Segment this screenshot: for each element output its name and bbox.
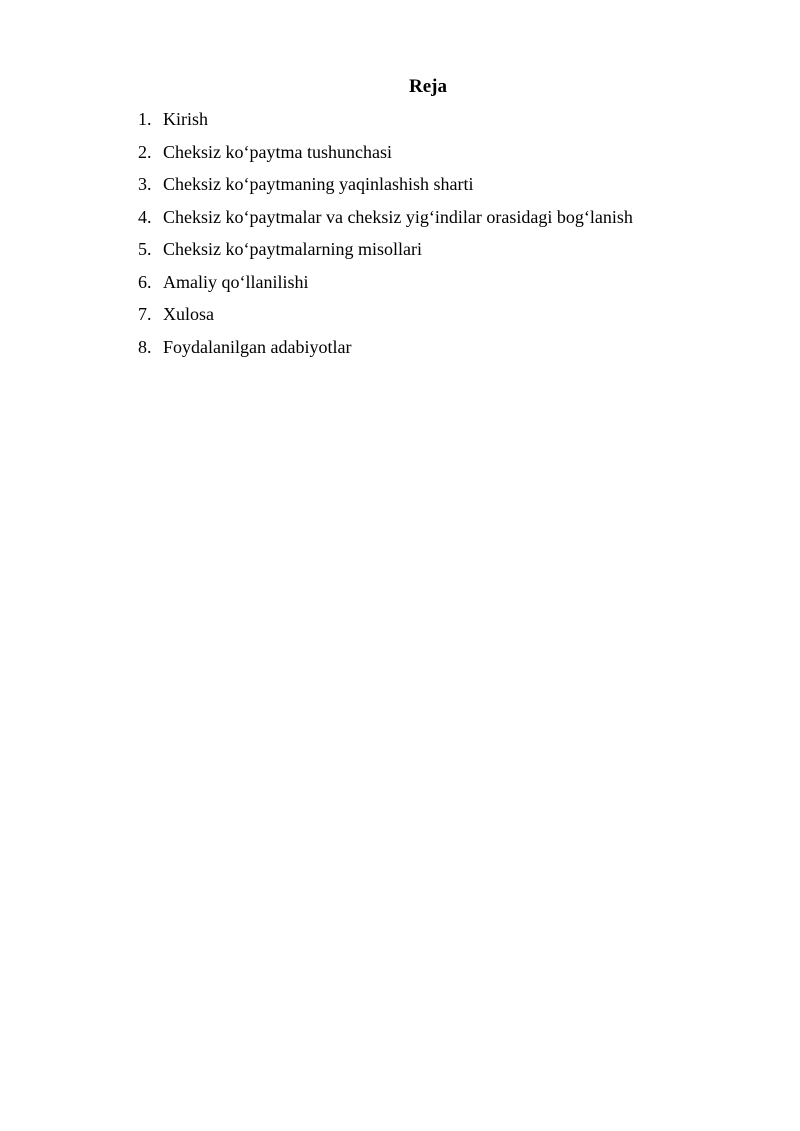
list-item-number: 3. [138,174,152,194]
list-item-number: 5. [138,239,152,259]
plan-list [138,108,633,368]
list-item-number: 7. [138,304,152,324]
list-item-text: Amaliy qo‘llanilishi [163,271,309,292]
page-title: Reja [409,76,447,97]
list-item [138,238,633,271]
list-item-text: Cheksiz ko‘paytmalar va cheksiz yig‘indilar orasidagi bog‘lanish [163,206,633,227]
list-item-text: Xulosa [163,304,214,324]
list-item-number: 6. [138,271,152,292]
list-item-text: Foydalanilgan adabiyotlar [163,336,352,357]
list-item [138,271,633,304]
list-item-number: 1. [138,109,152,129]
list-item [138,141,633,174]
list-item [138,336,633,369]
list-item-text: Cheksiz ko‘paytmalarning misollari [163,239,422,259]
list-item [138,303,633,336]
list-item-number: 4. [138,206,152,227]
list-item-text: Cheksiz ko‘paytma tushunchasi [163,141,392,162]
list-item-text: Cheksiz ko‘paytmaning yaqinlashish sharti [163,174,474,194]
list-item-number: 8. [138,336,152,357]
list-item [138,173,633,206]
list-item-text: Kirish [163,109,208,129]
list-item-number: 2. [138,141,152,162]
list-item [138,206,633,239]
list-item [138,108,633,141]
